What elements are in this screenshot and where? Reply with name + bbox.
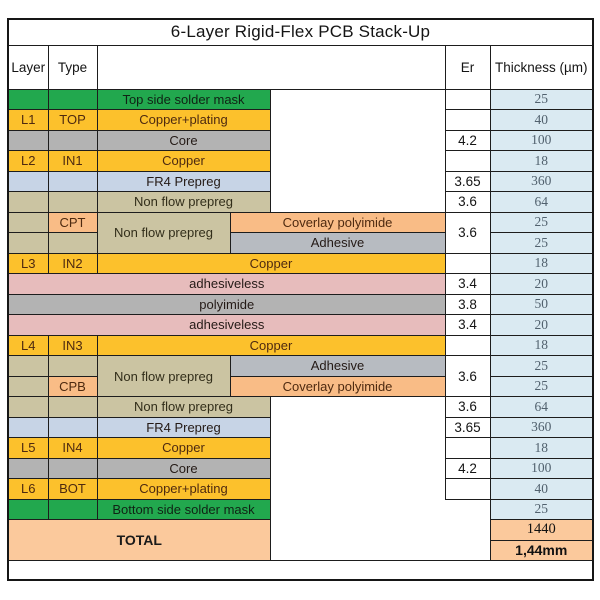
er-cell xyxy=(445,151,490,172)
layer-cell: L2 xyxy=(8,151,48,172)
total-mm-cell: 1,44mm xyxy=(490,540,593,561)
type-cell xyxy=(48,458,97,479)
layer-cell xyxy=(8,417,48,438)
type-cell: BOT xyxy=(48,479,97,500)
type-cell xyxy=(48,233,97,254)
thickness-cell: 360 xyxy=(490,417,593,438)
type-cell xyxy=(48,89,97,110)
spacer-cell xyxy=(270,130,445,151)
thickness-cell: 20 xyxy=(490,274,593,295)
er-cell: 3.6 xyxy=(445,192,490,213)
spacer-cell xyxy=(270,438,445,459)
spacer-cell xyxy=(270,192,445,213)
er-cell: 3.6 xyxy=(445,397,490,418)
material-cell: Non flow prepreg xyxy=(97,356,230,397)
er-cell xyxy=(445,479,490,500)
material-cell: Non flow prepreg xyxy=(97,192,270,213)
layer-cell: L4 xyxy=(8,335,48,356)
thickness-cell: 25 xyxy=(490,499,593,520)
layer-cell xyxy=(8,89,48,110)
material-cell: Copper xyxy=(97,151,270,172)
er-cell: 3.6 xyxy=(445,356,490,397)
material-cell: adhesiveless xyxy=(8,315,445,336)
spacer-cell xyxy=(270,499,445,520)
material-cell: Adhesive xyxy=(230,233,445,254)
type-cell: IN3 xyxy=(48,335,97,356)
spacer-cell xyxy=(270,520,445,541)
material-cell: Bottom side solder mask xyxy=(97,499,270,520)
thickness-cell: 25 xyxy=(490,376,593,397)
type-cell: CPT xyxy=(48,212,97,233)
layer-cell xyxy=(8,233,48,254)
layer-cell xyxy=(8,458,48,479)
type-cell xyxy=(48,397,97,418)
material-cell: Coverlay polyimide xyxy=(230,212,445,233)
type-cell xyxy=(48,130,97,151)
material-cell: Copper xyxy=(97,438,270,459)
er-cell: 4.2 xyxy=(445,130,490,151)
layer-cell xyxy=(8,171,48,192)
layer-cell xyxy=(8,376,48,397)
type-cell: CPB xyxy=(48,376,97,397)
er-cell: 3.4 xyxy=(445,315,490,336)
er-cell: 3.65 xyxy=(445,417,490,438)
spacer-cell xyxy=(270,151,445,172)
thickness-cell: 18 xyxy=(490,438,593,459)
material-cell: Copper xyxy=(97,253,445,274)
thickness-cell: 50 xyxy=(490,294,593,315)
spacer-cell xyxy=(270,479,445,500)
spacer-cell xyxy=(270,89,445,110)
thickness-cell: 40 xyxy=(490,479,593,500)
spacer-cell xyxy=(445,499,490,520)
material-cell: Top side solder mask xyxy=(97,89,270,110)
type-cell: TOP xyxy=(48,110,97,131)
col-header-er: Er xyxy=(445,45,490,89)
type-cell xyxy=(48,171,97,192)
type-cell xyxy=(48,417,97,438)
spacer-cell xyxy=(270,397,445,418)
er-cell: 4.2 xyxy=(445,458,490,479)
er-cell xyxy=(445,89,490,110)
type-cell: IN2 xyxy=(48,253,97,274)
type-cell xyxy=(48,192,97,213)
layer-cell: L5 xyxy=(8,438,48,459)
thickness-cell: 64 xyxy=(490,397,593,418)
material-cell: polyimide xyxy=(8,294,445,315)
type-cell xyxy=(48,356,97,377)
er-cell: 3.6 xyxy=(445,212,490,253)
thickness-cell: 18 xyxy=(490,253,593,274)
type-cell: IN4 xyxy=(48,438,97,459)
material-cell: Core xyxy=(97,458,270,479)
table-title: 6-Layer Rigid-Flex PCB Stack-Up xyxy=(8,19,593,45)
material-cell: Coverlay polyimide xyxy=(230,376,445,397)
stackup-table-body xyxy=(8,19,593,580)
thickness-cell: 25 xyxy=(490,356,593,377)
thickness-cell: 100 xyxy=(490,458,593,479)
material-cell: Copper xyxy=(97,335,445,356)
thickness-cell: 64 xyxy=(490,192,593,213)
layer-cell: L6 xyxy=(8,479,48,500)
stackup-table xyxy=(7,18,594,581)
material-cell: Adhesive xyxy=(230,356,445,377)
col-header-material xyxy=(97,45,445,89)
material-cell: Copper+plating xyxy=(97,479,270,500)
material-cell: Non flow prepreg xyxy=(97,397,270,418)
thickness-cell: 100 xyxy=(490,130,593,151)
er-cell: 3.8 xyxy=(445,294,490,315)
material-cell: adhesiveless xyxy=(8,274,445,295)
type-cell: IN1 xyxy=(48,151,97,172)
layer-cell: L1 xyxy=(8,110,48,131)
thickness-cell: 25 xyxy=(490,212,593,233)
spacer-cell xyxy=(270,417,445,438)
thickness-cell: 40 xyxy=(490,110,593,131)
total-um-cell: 1440 xyxy=(490,520,593,541)
thickness-cell: 18 xyxy=(490,151,593,172)
thickness-cell: 20 xyxy=(490,315,593,336)
spacer-cell xyxy=(270,458,445,479)
er-cell xyxy=(445,438,490,459)
er-cell xyxy=(445,335,490,356)
col-header-layer: Layer xyxy=(8,45,48,89)
empty-row xyxy=(8,561,593,580)
spacer-cell xyxy=(445,520,490,541)
thickness-cell: 360 xyxy=(490,171,593,192)
layer-cell xyxy=(8,212,48,233)
er-cell: 3.4 xyxy=(445,274,490,295)
layer-cell: L3 xyxy=(8,253,48,274)
layer-cell xyxy=(8,192,48,213)
material-cell: Copper+plating xyxy=(97,110,270,131)
col-header-thickness: Thickness (µm) xyxy=(490,45,593,89)
er-cell: 3.65 xyxy=(445,171,490,192)
material-cell: FR4 Prepreg xyxy=(97,417,270,438)
layer-cell xyxy=(8,499,48,520)
material-cell: FR4 Prepreg xyxy=(97,171,270,192)
type-cell xyxy=(48,499,97,520)
layer-cell xyxy=(8,356,48,377)
col-header-type: Type xyxy=(48,45,97,89)
er-cell xyxy=(445,253,490,274)
thickness-cell: 25 xyxy=(490,233,593,254)
er-cell xyxy=(445,110,490,131)
material-cell: Core xyxy=(97,130,270,151)
spacer-cell xyxy=(270,540,445,561)
spacer-cell xyxy=(270,110,445,131)
total-label-cell: TOTAL xyxy=(8,520,270,561)
thickness-cell: 18 xyxy=(490,335,593,356)
layer-cell xyxy=(8,130,48,151)
layer-cell xyxy=(8,397,48,418)
material-cell: Non flow prepreg xyxy=(97,212,230,253)
spacer-cell xyxy=(270,171,445,192)
thickness-cell: 25 xyxy=(490,89,593,110)
spacer-cell xyxy=(445,540,490,561)
